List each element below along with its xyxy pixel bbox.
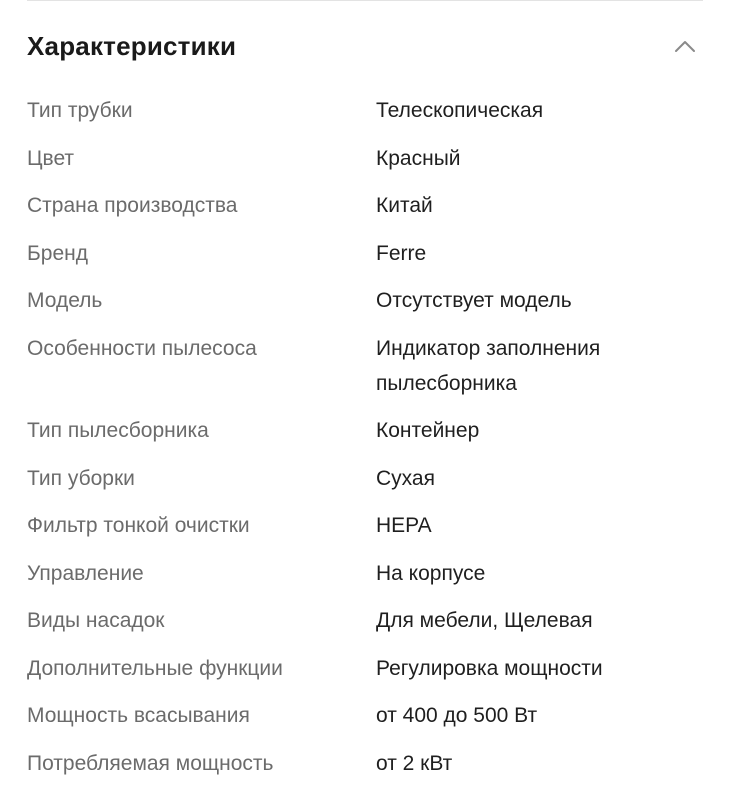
spec-label: Тип уборки <box>27 466 135 490</box>
spec-value: Регулировка мощности <box>376 656 603 680</box>
spec-row <box>27 556 703 604</box>
spec-row <box>27 413 703 461</box>
spec-label: Потребляемая мощность <box>27 751 274 775</box>
spec-value: Индикатор заполнения пылесборника <box>376 336 601 395</box>
spec-row <box>27 508 703 556</box>
spec-row <box>27 331 703 414</box>
spec-row <box>27 141 703 189</box>
top-divider <box>27 0 703 1</box>
spec-value: Ferre <box>376 241 427 265</box>
spec-value: Красный <box>376 146 461 170</box>
spec-label: Особенности пылесоса <box>27 336 257 360</box>
spec-row <box>27 651 703 699</box>
spec-label: Бренд <box>27 241 88 265</box>
section-title: Характеристики <box>27 31 237 61</box>
spec-row <box>27 698 703 746</box>
specs-list <box>27 93 703 793</box>
spec-row <box>27 236 703 284</box>
spec-label: Тип трубки <box>27 99 133 122</box>
spec-value: Для мебели, Щелевая <box>376 609 593 632</box>
spec-row <box>27 603 703 651</box>
spec-value: от 2 кВт <box>376 751 453 775</box>
spec-label: Виды насадок <box>27 609 165 632</box>
section-header[interactable] <box>27 28 703 64</box>
spec-value: Контейнер <box>376 419 480 442</box>
spec-row <box>27 283 703 331</box>
spec-label: Фильтр тонкой очистки <box>27 514 250 537</box>
chevron-up-icon <box>674 39 696 53</box>
spec-value: Китай <box>376 194 433 217</box>
spec-label: Модель <box>27 289 103 312</box>
spec-label: Тип пылесборника <box>27 419 209 442</box>
spec-label: Цвет <box>27 146 75 170</box>
spec-value: HEPA <box>376 514 432 537</box>
spec-value: Сухая <box>376 466 435 490</box>
spec-label: Дополнительные функции <box>27 656 283 680</box>
spec-value: На корпусе <box>376 561 486 585</box>
spec-row <box>27 188 703 236</box>
spec-label: Страна производства <box>27 194 238 217</box>
spec-row <box>27 461 703 509</box>
spec-label: Мощность всасывания <box>27 704 250 727</box>
spec-label: Управление <box>27 561 144 585</box>
spec-row <box>27 93 703 141</box>
spec-value: от 400 до 500 Вт <box>376 704 538 727</box>
collapse-button[interactable] <box>667 28 703 64</box>
spec-row <box>27 746 703 794</box>
spec-value: Отсутствует модель <box>376 289 572 312</box>
spec-value: Телескопическая <box>376 99 544 122</box>
